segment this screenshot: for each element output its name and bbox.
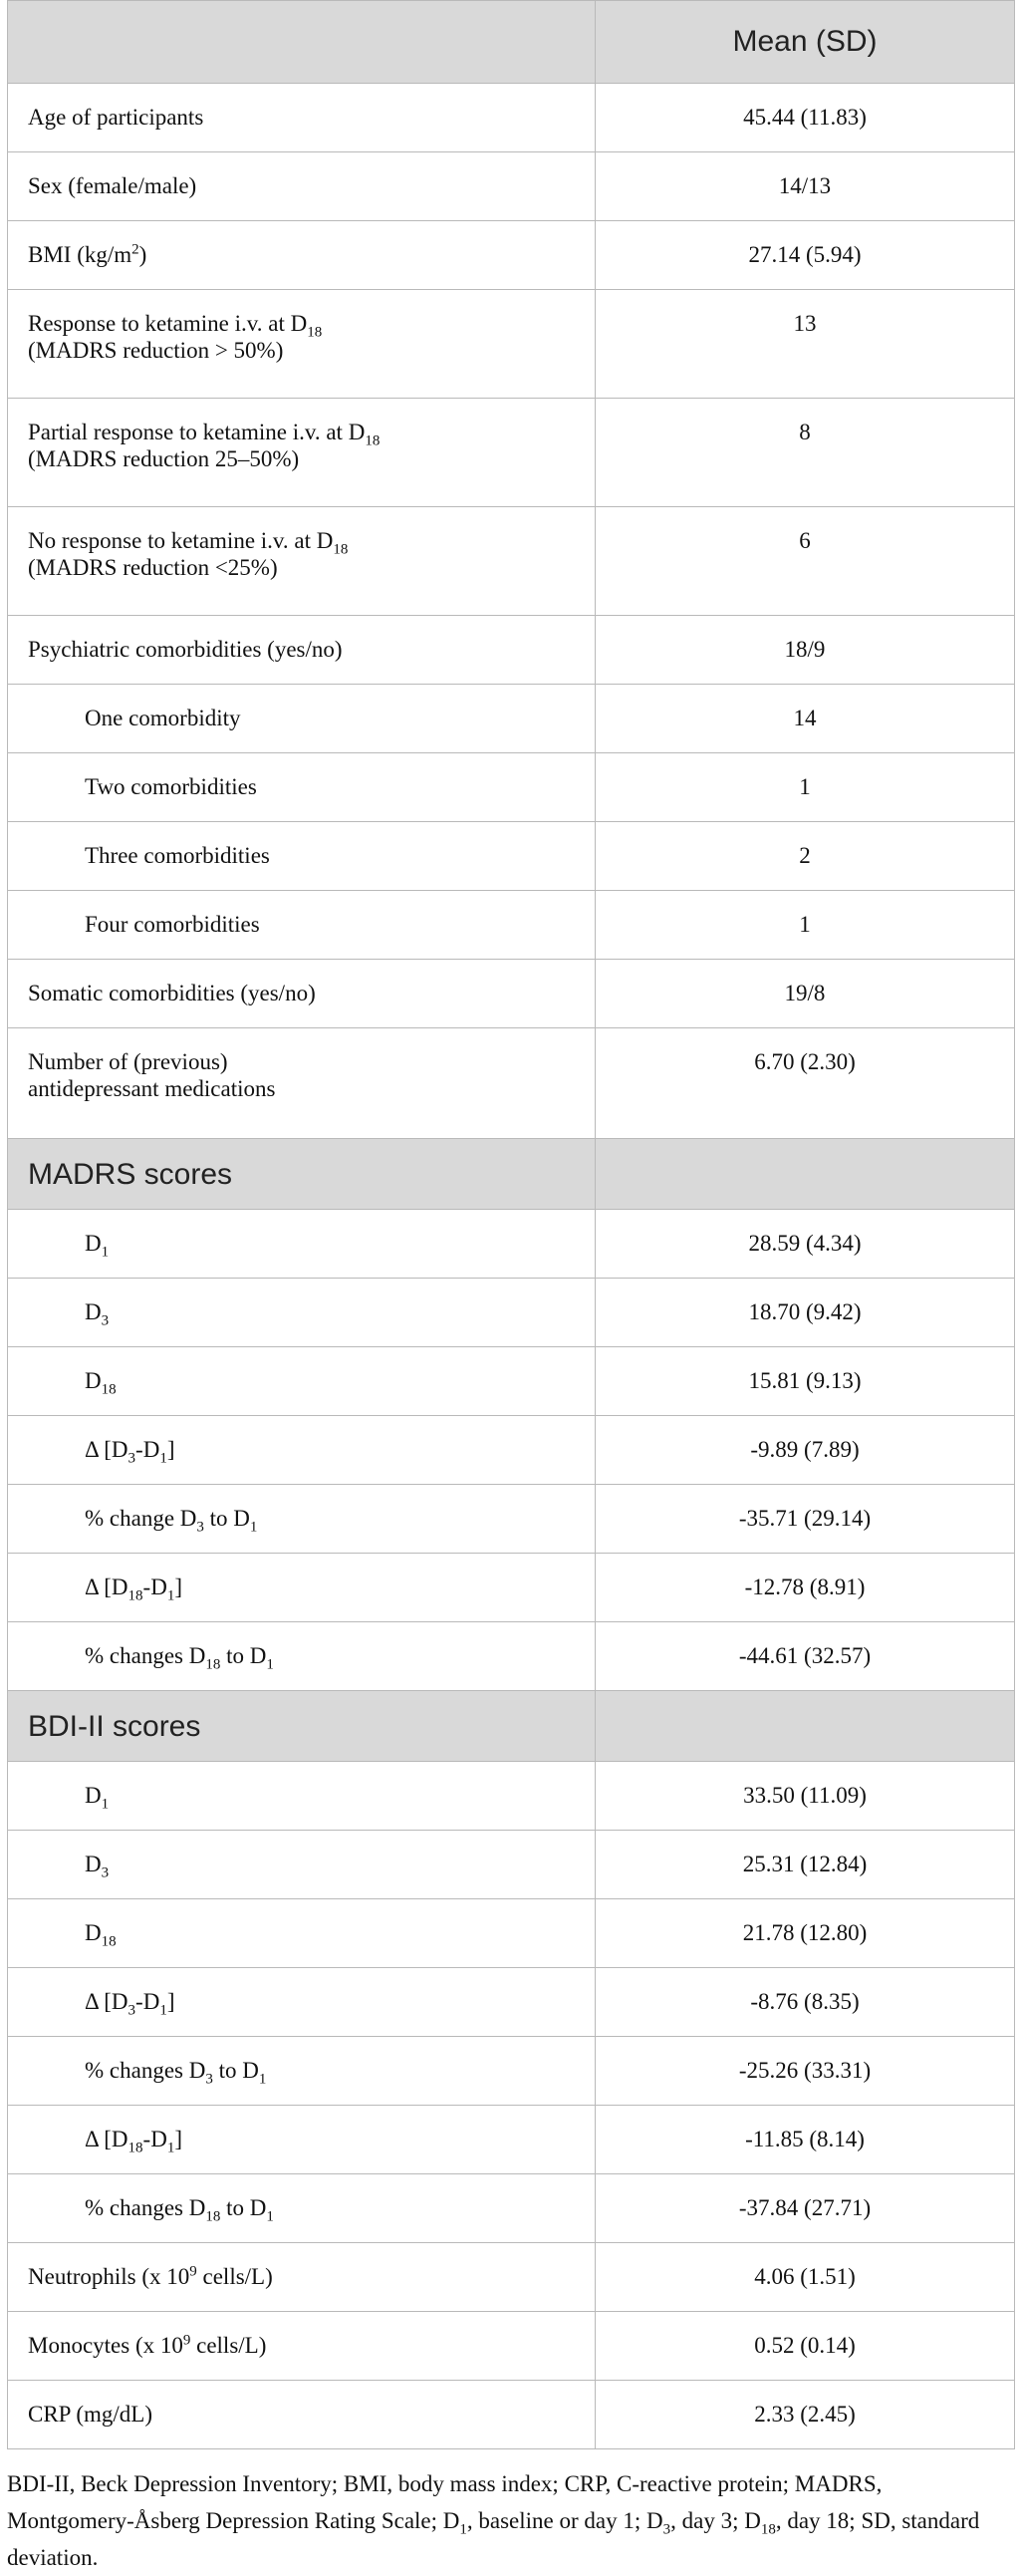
table-row [8, 685, 1015, 753]
text-run: Two comorbidities [85, 774, 257, 799]
text-run: Δ [D [85, 1989, 128, 2014]
bdi-d1-label [8, 1762, 596, 1831]
age-label [8, 84, 596, 152]
psych-comorbidities-value: 18/9 [596, 616, 1015, 685]
text-run: antidepressant medications [28, 1076, 276, 1101]
text-run: Neutrophils (x 10 [28, 2264, 190, 2289]
text-run: D [85, 1852, 102, 1876]
text-run: to D [203, 1506, 250, 1531]
somatic-comorbidities-label [8, 960, 596, 1028]
madrs-section-label [8, 1139, 596, 1210]
table-row [8, 891, 1015, 960]
text-run: D [85, 1920, 102, 1945]
text-run: , day 18; SD, standard deviation. [7, 2508, 980, 2570]
madrs-pct-d3-d1-value: -35.71 (29.14) [596, 1485, 1015, 1554]
text-run: % changes D [85, 2195, 206, 2220]
partial-response-value: 8 [596, 399, 1015, 507]
bdi-section-label [8, 1691, 596, 1762]
table-row [8, 753, 1015, 822]
table-row [8, 1028, 1015, 1139]
subscript: 1 [101, 1244, 110, 1261]
bdi-pct-d18-d1-label [8, 2174, 596, 2243]
section-header-row [8, 1691, 1015, 1762]
text-run: -D [135, 1437, 160, 1462]
bdi-section-value [596, 1691, 1015, 1762]
header-mean-sd: Mean (SD) [596, 1, 1015, 84]
table-row [8, 2106, 1015, 2174]
bdi-delta-d18-d1-value: -11.85 (8.14) [596, 2106, 1015, 2174]
table-row [8, 616, 1015, 685]
superscript: 9 [189, 2263, 197, 2280]
table-row [8, 1622, 1015, 1691]
subscript: 1 [459, 2521, 467, 2538]
text-run: Response to ketamine i.v. at D [28, 311, 308, 336]
table-row [8, 2174, 1015, 2243]
bdi-delta-d3-d1-label [8, 1968, 596, 2037]
subscript: 1 [258, 2071, 267, 2088]
table-row [8, 507, 1015, 616]
text-run: MADRS scores [28, 1157, 233, 1191]
table-row [8, 1968, 1015, 2037]
text-run: ) [138, 242, 147, 267]
response-value: 13 [596, 290, 1015, 399]
subscript: 18 [101, 1933, 117, 1950]
table-row [8, 1554, 1015, 1622]
bdi-d3-value: 25.31 (12.84) [596, 1831, 1015, 1899]
text-run: -D [142, 1574, 167, 1599]
response-label [8, 290, 596, 399]
text-run: No response to ketamine i.v. at D [28, 528, 334, 553]
text-run: % change D [85, 1506, 197, 1531]
sex-label [8, 152, 596, 221]
subscript: 3 [101, 1864, 110, 1881]
table-body [8, 1, 1015, 2449]
no-response-label [8, 507, 596, 616]
text-run: , baseline or day 1; D [466, 2508, 663, 2533]
monocytes-value: 0.52 (0.14) [596, 2312, 1015, 2381]
madrs-d3-label [8, 1279, 596, 1347]
subscript: 1 [249, 1519, 258, 1536]
text-run: Number of (previous) [28, 1049, 228, 1074]
text-run: D [85, 1783, 102, 1808]
age-value: 45.44 (11.83) [596, 84, 1015, 152]
madrs-pct-d3-d1-label [8, 1485, 596, 1554]
table-footnote [7, 2465, 1014, 2576]
subscript: 3 [196, 1519, 204, 1536]
subscript: 3 [128, 1450, 136, 1467]
text-run: Somatic comorbidities (yes/no) [28, 981, 316, 1005]
text-run: D [85, 1368, 102, 1393]
text-run: Three comorbidities [85, 843, 270, 868]
table-row [8, 2243, 1015, 2312]
table-row [8, 399, 1015, 507]
subscript: 3 [662, 2521, 671, 2538]
text-run: -D [135, 1989, 160, 2014]
antidepressant-count-label [8, 1028, 596, 1139]
table-row [8, 2381, 1015, 2449]
table-row [8, 221, 1015, 290]
subscript: 3 [128, 2002, 136, 2019]
text-run: (MADRS reduction > 50%) [28, 338, 284, 363]
text-run: % changes D [85, 2058, 206, 2083]
text-run: Δ [D [85, 2127, 128, 2151]
table-row [8, 152, 1015, 221]
madrs-d3-value: 18.70 (9.42) [596, 1279, 1015, 1347]
subscript: 1 [159, 2002, 167, 2019]
text-run: Δ [D [85, 1437, 128, 1462]
text-run: -D [142, 2127, 167, 2151]
subscript: 18 [333, 541, 349, 558]
table-row [8, 1762, 1015, 1831]
bdi-d18-value: 21.78 (12.80) [596, 1899, 1015, 1968]
subscript: 18 [205, 1656, 221, 1673]
bmi-label [8, 221, 596, 290]
subscript: 1 [101, 1796, 110, 1813]
subscript: 18 [760, 2521, 776, 2538]
madrs-pct-d18-d1-value: -44.61 (32.57) [596, 1622, 1015, 1691]
monocytes-label [8, 2312, 596, 2381]
text-run: One comorbidity [85, 706, 241, 730]
madrs-d1-label [8, 1210, 596, 1279]
text-run: Sex (female/male) [28, 173, 197, 198]
madrs-section-value [596, 1139, 1015, 1210]
text-run: (MADRS reduction <25%) [28, 555, 278, 580]
text-run: ] [166, 1437, 175, 1462]
text-run: Partial response to ketamine i.v. at D [28, 420, 366, 444]
bdi-delta-d18-d1-label [8, 2106, 596, 2174]
table-row [8, 960, 1015, 1028]
demographics-table [7, 0, 1015, 2449]
bdi-d3-label [8, 1831, 596, 1899]
text-run: ] [166, 1989, 175, 2014]
four-comorbidities-label [8, 891, 596, 960]
subscript: 1 [159, 1450, 167, 1467]
text-run: ] [174, 1574, 182, 1599]
text-run: BDI-II scores [28, 1709, 201, 1743]
bdi-d18-label [8, 1899, 596, 1968]
crp-label [8, 2381, 596, 2449]
bdi-delta-d3-d1-value: -8.76 (8.35) [596, 1968, 1015, 2037]
subscript: 3 [205, 2071, 213, 2088]
text-run: D [85, 1231, 102, 1256]
madrs-delta-d18-d1-value: -12.78 (8.91) [596, 1554, 1015, 1622]
text-run: CRP (mg/dL) [28, 2402, 153, 2427]
madrs-delta-d3-d1-label [8, 1416, 596, 1485]
table-row [8, 290, 1015, 399]
text-run: cells/L) [190, 2333, 267, 2358]
table-row [8, 2037, 1015, 2106]
psych-comorbidities-label [8, 616, 596, 685]
subscript: 1 [166, 2140, 175, 2156]
madrs-delta-d18-d1-label [8, 1554, 596, 1622]
subscript: 18 [365, 432, 381, 449]
table-row [8, 2312, 1015, 2381]
text-run: Age of participants [28, 105, 204, 130]
antidepressant-count-value: 6.70 (2.30) [596, 1028, 1015, 1139]
text-run: ] [174, 2127, 182, 2151]
text-run: Four comorbidities [85, 912, 260, 937]
text-run: Monocytes (x 10 [28, 2333, 183, 2358]
crp-value: 2.33 (2.45) [596, 2381, 1015, 2449]
text-run: BDI-II, Beck Depression Inventory; BMI, body mass index; CRP, C-reactive protein; MADRS, Montgomery-Åsberg Depression Rating Scale; D [7, 2471, 883, 2533]
superscript: 9 [182, 2332, 191, 2349]
subscript: 1 [266, 2208, 274, 2225]
subscript: 1 [266, 1656, 274, 1673]
one-comorbidity-label [8, 685, 596, 753]
text-run: (MADRS reduction 25–50%) [28, 446, 300, 471]
sex-value: 14/13 [596, 152, 1015, 221]
text-run: , day 3; D [670, 2508, 761, 2533]
text-run: BMI (kg/m [28, 242, 132, 267]
subscript: 18 [101, 1381, 117, 1398]
text-run: to D [220, 2195, 267, 2220]
neutrophils-label [8, 2243, 596, 2312]
text-run: Psychiatric comorbidities (yes/no) [28, 637, 343, 662]
bmi-value: 27.14 (5.94) [596, 221, 1015, 290]
header-label-cell [8, 1, 596, 84]
somatic-comorbidities-value: 19/8 [596, 960, 1015, 1028]
table-row [8, 1279, 1015, 1347]
two-comorbidities-value: 1 [596, 753, 1015, 822]
bdi-pct-d18-d1-value: -37.84 (27.71) [596, 2174, 1015, 2243]
subscript: 18 [128, 1587, 143, 1604]
bdi-pct-d3-d1-label [8, 2037, 596, 2106]
madrs-d18-label [8, 1347, 596, 1416]
subscript: 3 [101, 1312, 110, 1329]
table-row [8, 1485, 1015, 1554]
text-run: % changes D [85, 1643, 206, 1668]
table-row [8, 1210, 1015, 1279]
text-run: D [85, 1299, 102, 1324]
subscript: 18 [205, 2208, 221, 2225]
table-row [8, 1347, 1015, 1416]
one-comorbidity-value: 14 [596, 685, 1015, 753]
partial-response-label [8, 399, 596, 507]
bdi-d1-value: 33.50 (11.09) [596, 1762, 1015, 1831]
three-comorbidities-label [8, 822, 596, 891]
three-comorbidities-value: 2 [596, 822, 1015, 891]
two-comorbidities-label [8, 753, 596, 822]
madrs-d1-value: 28.59 (4.34) [596, 1210, 1015, 1279]
text-run: to D [220, 1643, 267, 1668]
text-run: to D [212, 2058, 259, 2083]
bdi-pct-d3-d1-value: -25.26 (33.31) [596, 2037, 1015, 2106]
text-run: cells/L) [196, 2264, 273, 2289]
four-comorbidities-value: 1 [596, 891, 1015, 960]
madrs-delta-d3-d1-value: -9.89 (7.89) [596, 1416, 1015, 1485]
subscript: 18 [307, 324, 323, 341]
madrs-pct-d18-d1-label [8, 1622, 596, 1691]
table-row [8, 1899, 1015, 1968]
subscript: 18 [128, 2140, 143, 2156]
madrs-d18-value: 15.81 (9.13) [596, 1347, 1015, 1416]
neutrophils-value: 4.06 (1.51) [596, 2243, 1015, 2312]
table-row [8, 1831, 1015, 1899]
no-response-value: 6 [596, 507, 1015, 616]
text-run: Δ [D [85, 1574, 128, 1599]
section-header-row [8, 1139, 1015, 1210]
table-row [8, 822, 1015, 891]
subscript: 1 [166, 1587, 175, 1604]
table-header-row [8, 1, 1015, 84]
table-row [8, 84, 1015, 152]
superscript: 2 [131, 241, 139, 258]
table-row [8, 1416, 1015, 1485]
